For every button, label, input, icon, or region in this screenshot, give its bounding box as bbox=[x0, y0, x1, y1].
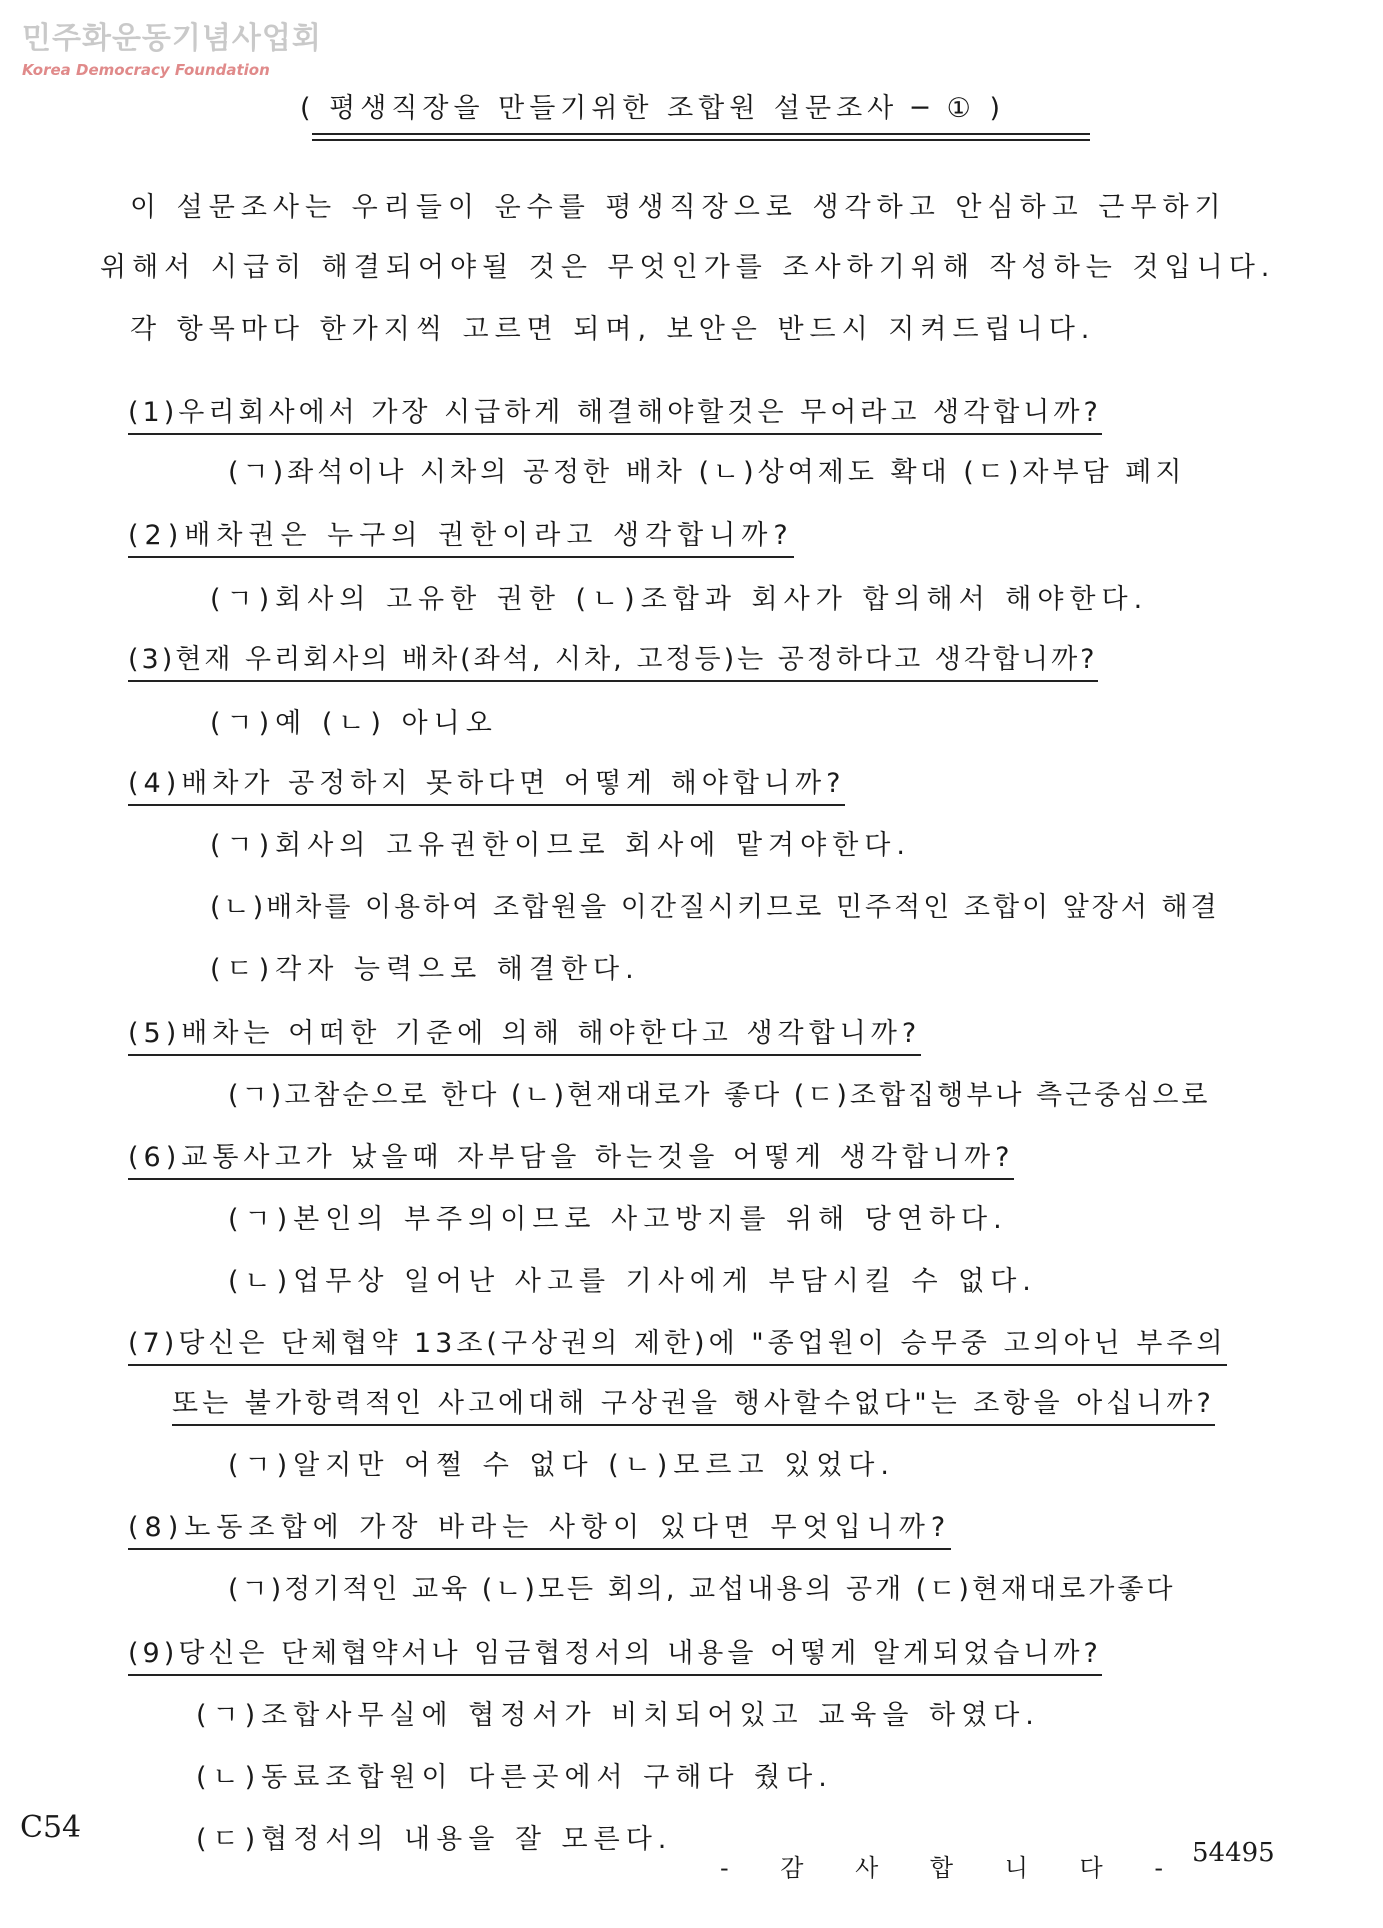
title-underline-double bbox=[312, 139, 1090, 141]
page-number: C54 bbox=[20, 1810, 82, 1845]
question-9: (9)당신은 단체협약서나 임금협정서의 내용을 어떻게 알게되었습니까? bbox=[128, 1636, 1102, 1676]
intro-line-2: 위해서 시급히 해결되어야될 것은 무엇인가를 조사하기위해 작성하는 것입니다. bbox=[100, 252, 1276, 283]
question-6: (6)교통사고가 났을때 자부담을 하는것을 어떻게 생각합니까? bbox=[128, 1140, 1014, 1180]
question-4-option-a: (ㄱ)회사의 고유권한이므로 회사에 맡겨야한다. bbox=[210, 830, 911, 861]
question-3-options: (ㄱ)예 (ㄴ) 아니오 bbox=[210, 708, 498, 739]
question-3: (3)현재 우리회사의 배차(좌석, 시차, 고정등)는 공정하다고 생각합니까? bbox=[128, 642, 1098, 682]
question-6-option-b: (ㄴ)업무상 일어난 사고를 기사에게 부담시킬 수 없다. bbox=[228, 1266, 1037, 1297]
intro-line-1: 이 설문조사는 우리들이 운수를 평생직장으로 생각하고 안심하고 근무하기 bbox=[130, 192, 1227, 223]
watermark-english: Korea Democracy Foundation bbox=[22, 61, 270, 79]
question-9-option-a: (ㄱ)조합사무실에 협정서가 비치되어있고 교육을 하였다. bbox=[196, 1700, 1040, 1731]
question-1: (1)우리회사에서 가장 시급하게 해결해야할것은 무어라고 생각합니까? bbox=[128, 395, 1102, 435]
watermark-korean: 민주화운동기념사업회 bbox=[22, 21, 322, 56]
question-9-option-c: (ㄷ)협정서의 내용을 잘 모른다. bbox=[196, 1824, 673, 1855]
question-6-option-a: (ㄱ)본인의 부주의이므로 사고방지를 위해 당연하다. bbox=[228, 1204, 1008, 1235]
question-4-option-c: (ㄷ)각자 능력으로 해결한다. bbox=[210, 954, 640, 985]
intro-line-3: 각 항목마다 한가지씩 고르면 되며, 보안은 반드시 지켜드립니다. bbox=[130, 314, 1096, 345]
question-2: (2)배차권은 누구의 권한이라고 생각합니까? bbox=[128, 518, 794, 558]
question-8: (8)노동조합에 가장 바라는 사항이 있다면 무엇입니까? bbox=[128, 1510, 951, 1550]
page-title: ( 평생직장을 만들기위한 조합원 설문조사 ─ ① ) bbox=[300, 93, 1005, 124]
question-5-options: (ㄱ)고참순으로 한다 (ㄴ)현재대로가 좋다 (ㄷ)조합집행부나 측근중심으로 bbox=[228, 1080, 1211, 1111]
question-7: (7)당신은 단체협약 13조(구상권의 제한)에 "종업원이 승무중 고의아닌 부주의 bbox=[128, 1326, 1227, 1366]
title-underline bbox=[312, 133, 1090, 135]
question-9-option-b: (ㄴ)동료조합원이 다른곳에서 구해다 줬다. bbox=[196, 1762, 833, 1793]
closing-thanks: - 감 사 합 니 다 - bbox=[720, 1854, 1186, 1882]
question-7-options: (ㄱ)알지만 어쩔 수 없다 (ㄴ)모르고 있었다. bbox=[228, 1450, 895, 1481]
question-7-continued: 또는 불가항력적인 사고에대해 구상권을 행사할수없다"는 조항을 아십니까? bbox=[172, 1386, 1215, 1426]
question-8-options: (ㄱ)정기적인 교육 (ㄴ)모든 회의, 교섭내용의 공개 (ㄷ)현재대로가좋다 bbox=[228, 1574, 1176, 1605]
document-number: 54495 bbox=[1192, 1838, 1275, 1868]
question-5: (5)배차는 어떠한 기준에 의해 해야한다고 생각합니까? bbox=[128, 1016, 921, 1056]
question-4: (4)배차가 공정하지 못하다면 어떻게 해야합니까? bbox=[128, 766, 845, 806]
question-1-options: (ㄱ)좌석이나 시차의 공정한 배차 (ㄴ)상여제도 확대 (ㄷ)자부담 폐지 bbox=[228, 457, 1186, 488]
question-4-option-b: (ㄴ)배차를 이용하여 조합원을 이간질시키므로 민주적인 조합이 앞장서 해결 bbox=[210, 892, 1220, 923]
question-2-options: (ㄱ)회사의 고유한 권한 (ㄴ)조합과 회사가 합의해서 해야한다. bbox=[210, 584, 1149, 615]
watermark bbox=[22, 22, 322, 80]
